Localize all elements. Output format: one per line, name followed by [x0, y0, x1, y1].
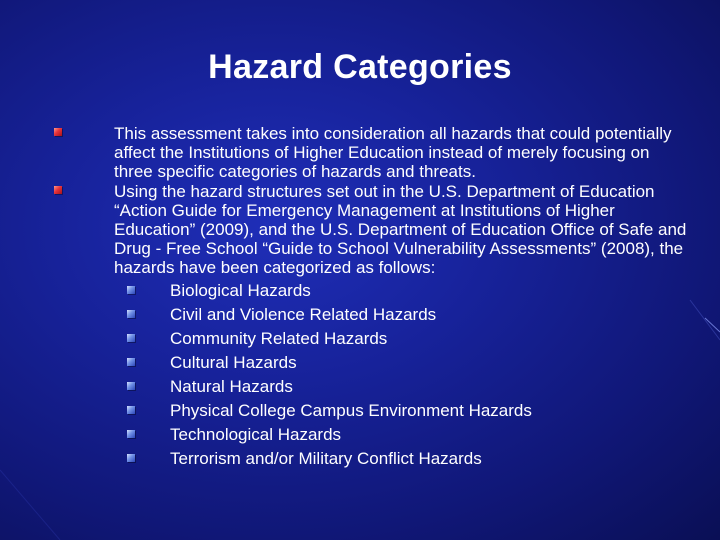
- blue-square-bullet-icon: [127, 286, 135, 294]
- sub-bullet-item: [50, 327, 690, 351]
- red-square-bullet-icon: [54, 186, 62, 194]
- bullet-text: Using the hazard structures set out in the U.S. Department of Education “Action Guide for Emergency Management at Institutions of Higher Education” (2009), and the U.S. Department of Education Office of Safe and Drug - Free School “Guide to School Vulnerability Assessments” (2008), the hazards have been categorized as follows:: [114, 182, 687, 277]
- sub-bullet-text: Technological Hazards: [170, 425, 342, 444]
- slide-content: [50, 124, 690, 471]
- bullet-text: This assessment takes into consideration all hazards that could potentially affect the Institutions of Higher Education instead of merely focusing on three specific categories of hazards and threats.: [114, 124, 672, 181]
- red-square-bullet-icon: [54, 128, 62, 136]
- sub-bullet-text: Civil and Violence Related Hazards: [170, 305, 437, 324]
- blue-square-bullet-icon: [127, 454, 135, 462]
- hazard-category-list: [50, 279, 690, 471]
- bullet-item: [50, 124, 690, 181]
- blue-square-bullet-icon: [127, 358, 135, 366]
- sub-bullet-item: [50, 423, 690, 447]
- sub-bullet-text: Community Related Hazards: [170, 329, 388, 348]
- sub-bullet-text: Terrorism and/or Military Conflict Hazards: [170, 449, 482, 468]
- sub-bullet-text: Biological Hazards: [170, 281, 311, 300]
- blue-square-bullet-icon: [127, 382, 135, 390]
- sub-bullet-item: [50, 351, 690, 375]
- blue-square-bullet-icon: [127, 334, 135, 342]
- sub-bullet-text: Physical College Campus Environment Hazards: [170, 401, 532, 420]
- slide-title: Hazard Categories: [208, 48, 512, 86]
- bullet-item: [50, 182, 690, 277]
- sub-bullet-item: [50, 303, 690, 327]
- sub-bullet-text: Natural Hazards: [170, 377, 293, 396]
- blue-square-bullet-icon: [127, 430, 135, 438]
- sub-bullet-item: [50, 399, 690, 423]
- blue-square-bullet-icon: [127, 406, 135, 414]
- sub-bullet-item: [50, 279, 690, 303]
- sub-bullet-item: [50, 447, 690, 471]
- sub-bullet-text: Cultural Hazards: [170, 353, 297, 372]
- sub-bullet-item: [50, 375, 690, 399]
- blue-square-bullet-icon: [127, 310, 135, 318]
